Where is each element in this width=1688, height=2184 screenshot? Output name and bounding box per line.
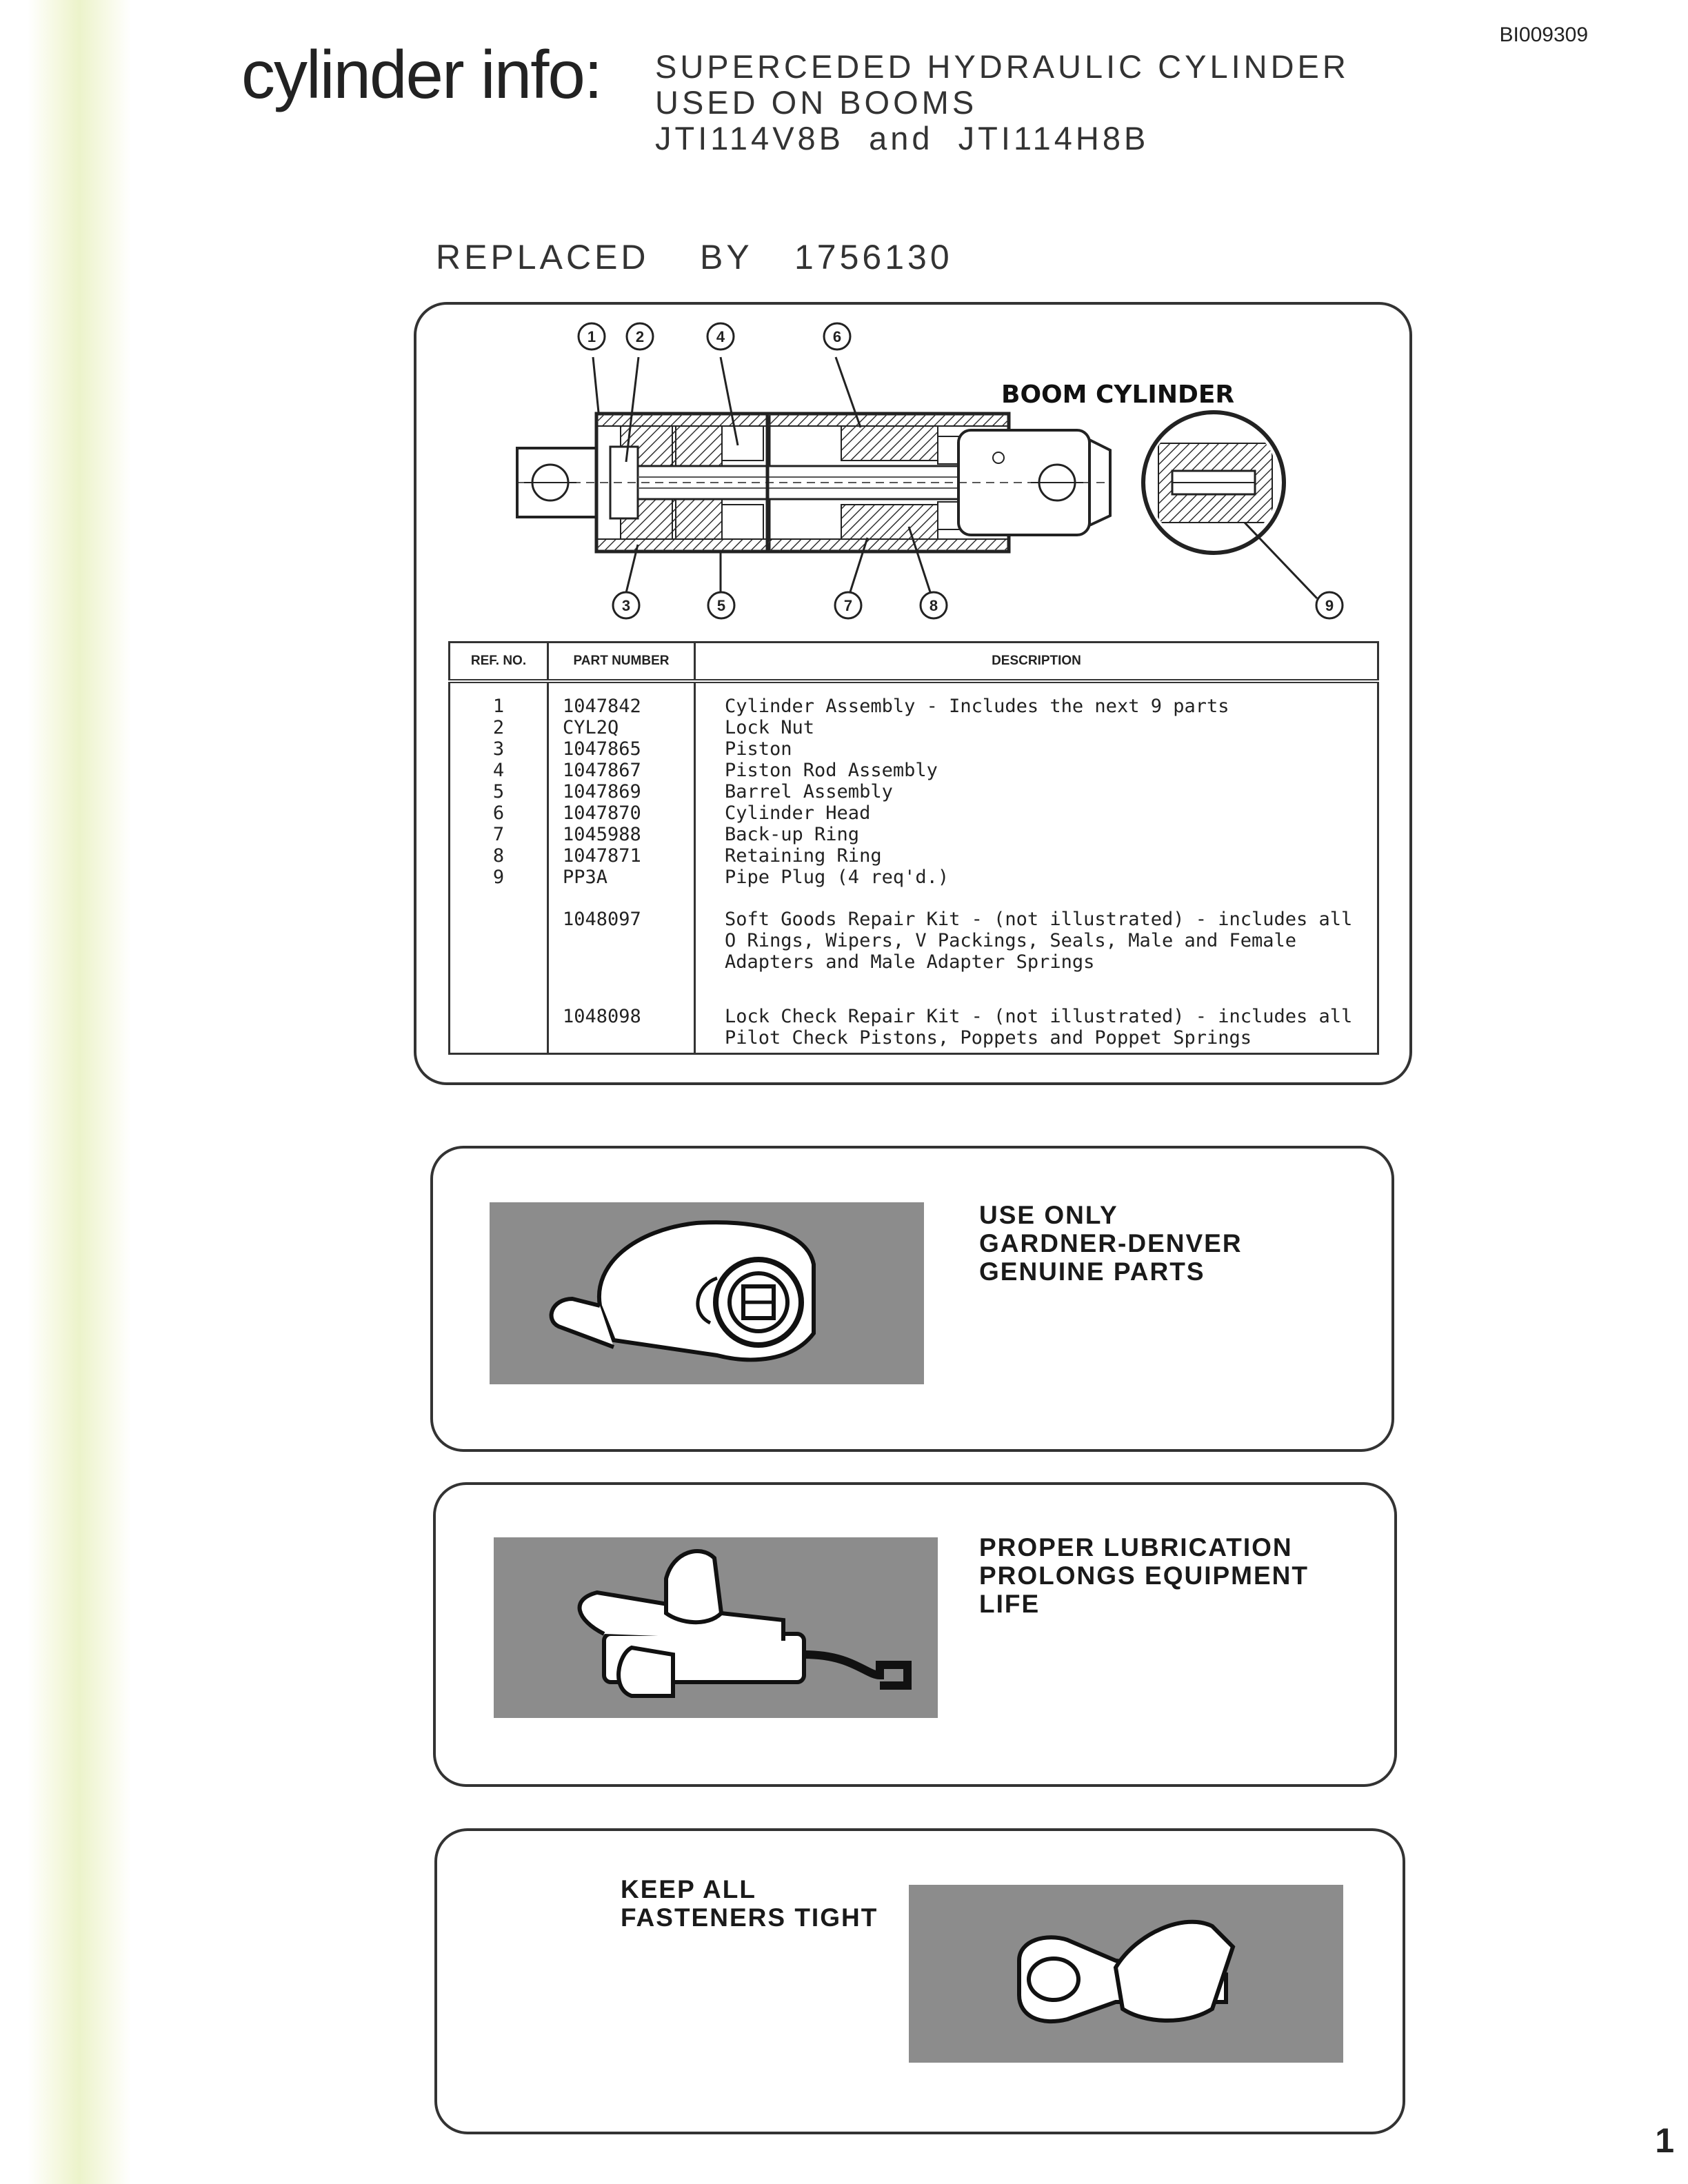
page-number: 1 <box>1655 2121 1674 2160</box>
kit-part-number: 1048097 <box>563 909 641 930</box>
header-ref-no: REF. NO. <box>450 643 548 682</box>
description-cell: Lock Nut <box>725 717 815 738</box>
description-cell: Pipe Plug (4 req'd.) <box>725 867 950 888</box>
part-number-cell: 1045988 <box>563 824 641 845</box>
part-number-column <box>548 681 695 1054</box>
brand-title: cylinder info: <box>241 37 602 112</box>
kit-description-line: Soft Goods Repair Kit - (not illustrated) - includes all <box>725 909 1353 930</box>
replaced-by: BY <box>700 238 753 276</box>
svg-text:8: 8 <box>929 597 938 614</box>
svg-text:1: 1 <box>587 328 596 345</box>
binder-strip <box>28 0 131 2184</box>
callout-9 <box>1316 592 1343 618</box>
kit-description-line: O Rings, Wipers, V Packings, Seals, Male and Female <box>725 930 1297 951</box>
message-line: FASTENERS TIGHT <box>621 1903 878 1932</box>
description-cell: Cylinder Head <box>725 802 871 824</box>
message-line: USE ONLY <box>979 1201 1118 1229</box>
callout-6 <box>824 323 850 350</box>
ref-column <box>450 681 548 1054</box>
ref-cell: 3 <box>492 738 505 760</box>
callout-1 <box>579 323 605 350</box>
part-number-cell: 1047870 <box>563 802 641 824</box>
detail-view-pipe-plug <box>1143 412 1284 553</box>
part-number-cell: 1047869 <box>563 781 641 802</box>
part-number-cell: PP3A <box>563 867 608 888</box>
callout-3 <box>613 592 639 618</box>
ref-cell: 5 <box>492 781 505 802</box>
svg-text:3: 3 <box>621 597 631 614</box>
part-number-cell: 1047871 <box>563 845 641 867</box>
svg-text:6: 6 <box>832 328 842 345</box>
message-line: GENUINE PARTS <box>979 1257 1205 1286</box>
kit-description-line: Lock Check Repair Kit - (not illustrated) - includes all <box>725 1006 1353 1027</box>
svg-text:4: 4 <box>716 328 725 345</box>
kit-description-line: Pilot Check Pistons, Poppets and Poppet Springs <box>725 1027 1252 1049</box>
description-cell: Piston Rod Assembly <box>725 760 938 781</box>
parts-table <box>448 641 1379 1055</box>
diagram-title: BOOM CYLINDER <box>1001 381 1235 409</box>
part-number-cell: 1047865 <box>563 738 641 760</box>
table-header-row <box>450 643 1378 682</box>
ref-cell: 7 <box>492 824 505 845</box>
description-cell: Retaining Ring <box>725 845 882 867</box>
part-number-cell: 1047867 <box>563 760 641 781</box>
table-body <box>450 681 1378 1054</box>
subtitle-line-1: SUPERCEDED HYDRAULIC CYLINDER <box>655 48 1349 85</box>
cylinder-diagram <box>414 302 1407 647</box>
callout-5 <box>708 592 734 618</box>
replaced-label: REPLACED <box>436 238 650 276</box>
replacement-part-number: 1756130 <box>794 238 953 276</box>
callout-2 <box>627 323 653 350</box>
description-cell: Cylinder Assembly - Includes the next 9 parts <box>725 696 1229 717</box>
lubrication-photo <box>494 1537 938 1718</box>
fasteners-message <box>621 1875 878 1932</box>
description-cell: Back-up Ring <box>725 824 860 845</box>
left-clevis <box>517 448 596 517</box>
message-line: PROPER LUBRICATION <box>979 1533 1293 1561</box>
header-part-number: PART NUMBER <box>548 643 695 682</box>
ref-cell: 8 <box>492 845 505 867</box>
kit-part-number: 1048098 <box>563 1006 641 1027</box>
message-line: PROLONGS EQUIPMENT <box>979 1561 1309 1590</box>
description-cell: Barrel Assembly <box>725 781 893 802</box>
ref-cell: 2 <box>492 717 505 738</box>
ref-cell: 6 <box>492 802 505 824</box>
message-line: GARDNER-DENVER <box>979 1229 1243 1257</box>
message-line: KEEP ALL <box>621 1875 756 1903</box>
svg-text:7: 7 <box>843 597 853 614</box>
ref-cell: 9 <box>492 867 505 888</box>
genuine-parts-message <box>979 1201 1243 1286</box>
svg-text:9: 9 <box>1325 597 1334 614</box>
svg-text:5: 5 <box>716 597 726 614</box>
part-number-cell: CYL2Q <box>563 717 619 738</box>
callout-7 <box>835 592 861 618</box>
genuine-parts-photo <box>490 1202 924 1384</box>
description-column <box>695 681 1378 1054</box>
subtitle-line-3: JTI114V8B and JTI114H8B <box>655 120 1149 156</box>
part-number-cell: 1047842 <box>563 696 641 717</box>
kit-description-line: Adapters and Male Adapter Springs <box>725 951 1095 973</box>
message-line: LIFE <box>979 1590 1041 1618</box>
callout-4 <box>707 323 734 350</box>
ref-cell: 1 <box>492 696 505 717</box>
header-description: DESCRIPTION <box>695 643 1378 682</box>
description-cell: Piston <box>725 738 792 760</box>
lubrication-message <box>979 1533 1309 1618</box>
fasteners-photo <box>909 1885 1343 2063</box>
subtitle-line-2: USED ON BOOMS <box>655 84 978 121</box>
callout-8 <box>921 592 947 618</box>
svg-text:2: 2 <box>635 328 645 345</box>
ref-cell: 4 <box>492 760 505 781</box>
document-id: BI009309 <box>1499 23 1588 46</box>
